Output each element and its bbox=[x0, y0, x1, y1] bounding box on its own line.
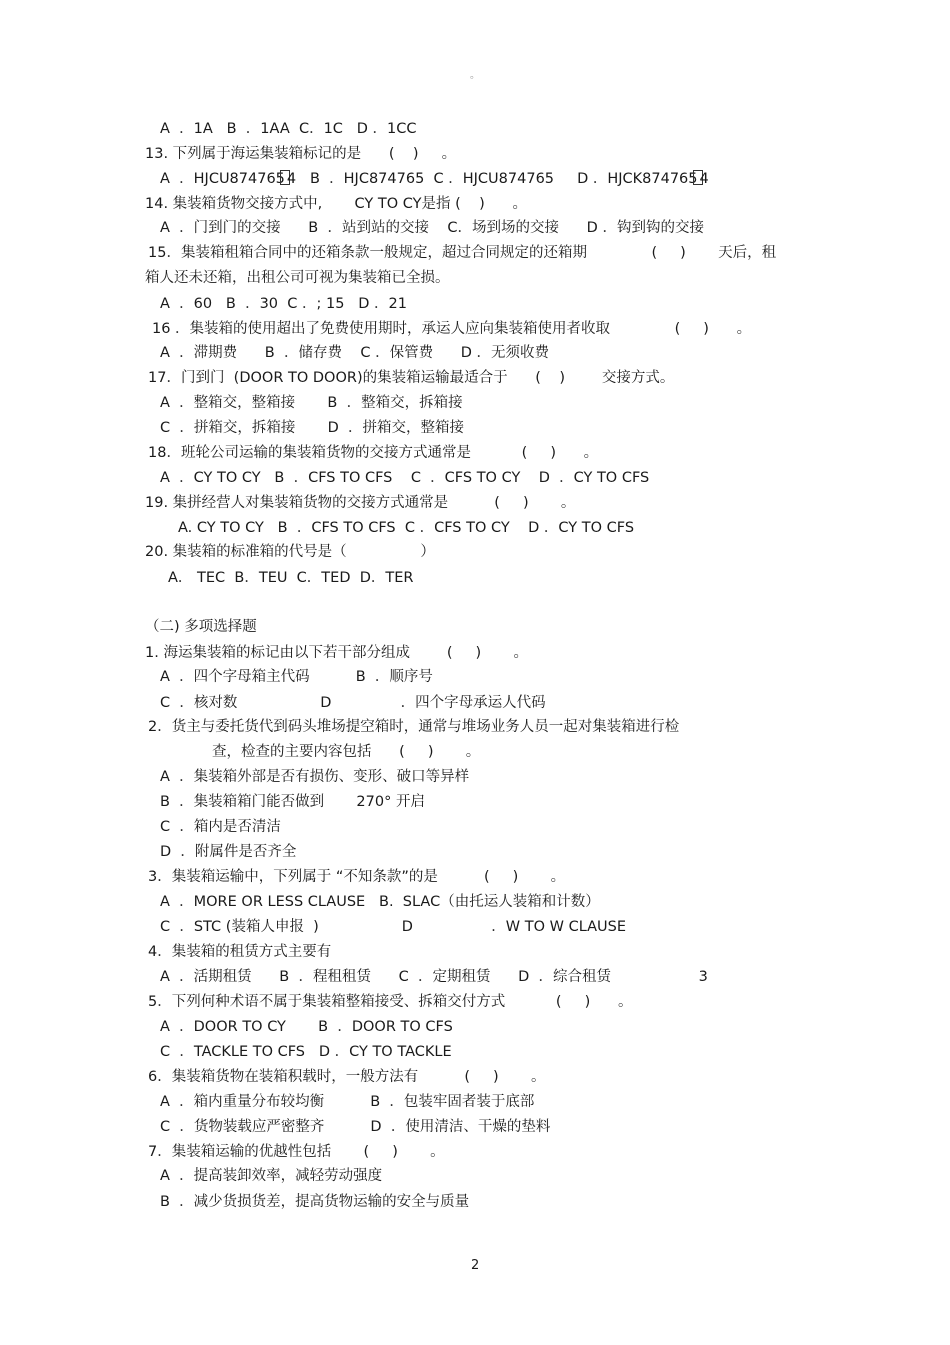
m2-option-a: A ．集装箱外部是否有损伤、变形、破口等异样 bbox=[160, 769, 470, 785]
m4-options: A ．活期租赁 B ．程租租赁 C ．定期租赁 D ．综合租赁 3 bbox=[160, 969, 708, 985]
q19-options: A. CY TO CY B ．CFS TO CFS C ．CFS TO CY D ．CY TO CFS bbox=[178, 520, 635, 536]
q15-options: A ．60 B ．30 C ．; 15 D ．21 bbox=[160, 296, 407, 312]
q13-options bbox=[160, 170, 709, 188]
q13-options-rest: 4 B ．HJC874765 C ．HJCU874765 D ．HJCK874765 bbox=[286, 171, 698, 187]
q19-stem: 19. 集拼经营人对集装箱货物的交接方式通常是 ( ) 。 bbox=[145, 495, 576, 511]
q14-stem: 14. 集装箱货物交接方式中, CY TO CY是指 ( ) 。 bbox=[145, 196, 527, 212]
m3-stem: 3．集装箱运输中，下列属于 “不知条款”的是 ( ) 。 bbox=[148, 869, 566, 885]
q20-options: A． TEC B．TEU C．TED D．TER bbox=[168, 570, 414, 586]
m5-stem: 5．下列何种术语不属于集装箱整箱接受、拆箱交付方式 ( ) 。 bbox=[148, 994, 633, 1010]
page-number: 2 bbox=[471, 1258, 480, 1273]
m6-stem: 6．集装箱货物在装箱积载时，一般方法有 ( ) 。 bbox=[148, 1069, 546, 1085]
q13-option-a: A ．HJCU874765 bbox=[160, 171, 285, 187]
q13-option-d-end: 4 bbox=[699, 171, 709, 187]
q14-options: A ．门到门的交接 B ．站到站的交接 C．场到场的交接 D ．钩到钩的交接 bbox=[160, 220, 704, 236]
q17-options-ab: A ．整箱交，整箱接 B ．整箱交，拆箱接 bbox=[160, 395, 463, 411]
m2-option-d: D ．附属件是否齐全 bbox=[160, 844, 297, 860]
m3-options-cd: C ．STC (装箱人申报 ) D ．W TO W CLAUSE bbox=[160, 919, 627, 935]
m2-stem-cont: 查，检查的主要内容包括 ( ) 。 bbox=[212, 744, 481, 760]
q13-stem: 13. 下列属于海运集装箱标记的是 ( ) 。 bbox=[145, 146, 457, 162]
q16-stem: 16 ．集装箱的使用超出了免费使用期时，承运人应向集装箱使用者收取 ( ) 。 bbox=[152, 321, 752, 337]
q15-stem-cont: 箱人还未还箱，出租公司可视为集装箱已全损。 bbox=[145, 270, 450, 286]
m7-option-a: A ．提高装卸效率，减轻劳动强度 bbox=[160, 1168, 383, 1184]
q16-options: A ．滞期费 B ．储存费 C ．保管费 D ．无须收费 bbox=[160, 345, 550, 361]
q18-stem: 18．班轮公司运输的集装箱货物的交接方式通常是 ( ) 。 bbox=[148, 445, 599, 461]
q17-options-cd: C ．拼箱交，拆箱接 D ．拼箱交，整箱接 bbox=[160, 420, 464, 436]
m7-option-b: B ．减少货损货差，提高货物运输的安全与质量 bbox=[160, 1194, 470, 1210]
q20-stem: 20. 集装箱的标准箱的代号是（ ） bbox=[145, 544, 435, 560]
m2-option-c: C ．箱内是否清洁 bbox=[160, 819, 281, 835]
header-mark: 。 bbox=[470, 70, 480, 81]
m6-options-ab: A ．箱内重量分布较均衡 B ．包装牢固者装于底部 bbox=[160, 1094, 535, 1110]
section-heading-multiple-choice: （二) 多项选择题 bbox=[145, 619, 257, 635]
m1-stem: 1. 海运集装箱的标记由以下若干部分组成 ( ) 。 bbox=[145, 645, 528, 661]
m5-options-cd: C ．TACKLE TO CFS D ．CY TO TACKLE bbox=[160, 1044, 452, 1060]
m4-stem: 4．集装箱的租赁方式主要有 bbox=[148, 944, 332, 960]
m1-options-cd: C ．核对数 D ．四个字母承运人代码 bbox=[160, 695, 546, 711]
m3-options-ab: A ．MORE OR LESS CLAUSE B. SLAC（由托运人装箱和计数） bbox=[160, 894, 600, 910]
q15-stem: 15．集装箱租箱合同中的还箱条款一般规定，超过合同规定的还箱期 ( ) 天后，租 bbox=[148, 245, 777, 261]
m6-options-cd: C ．货物装载应严密整齐 D ．使用清洁、干燥的垫料 bbox=[160, 1119, 551, 1135]
m2-option-b: B ．集装箱箱门能否做到 270° 开启 bbox=[160, 794, 425, 810]
q18-options: A ．CY TO CY B ．CFS TO CFS C ．CFS TO CY D ．CY TO CFS bbox=[160, 470, 650, 486]
m2-stem: 2．货主与委托货代到码头堆场提空箱时，通常与堆场业务人员一起对集装箱进行检 bbox=[148, 719, 680, 735]
m7-stem: 7．集装箱运输的优越性包括 ( ) 。 bbox=[148, 1144, 445, 1160]
q12-options: A ．1A B ．1AA C．1C D ．1CC bbox=[160, 121, 417, 137]
m1-options-ab: A ．四个字母箱主代码 B ．顺序号 bbox=[160, 669, 433, 685]
q17-stem: 17．门到门 (DOOR TO DOOR)的集装箱运输最适合于 ( ) 交接方式。 bbox=[148, 370, 675, 386]
m5-options-ab: A ．DOOR TO CY B ．DOOR TO CFS bbox=[160, 1019, 453, 1035]
